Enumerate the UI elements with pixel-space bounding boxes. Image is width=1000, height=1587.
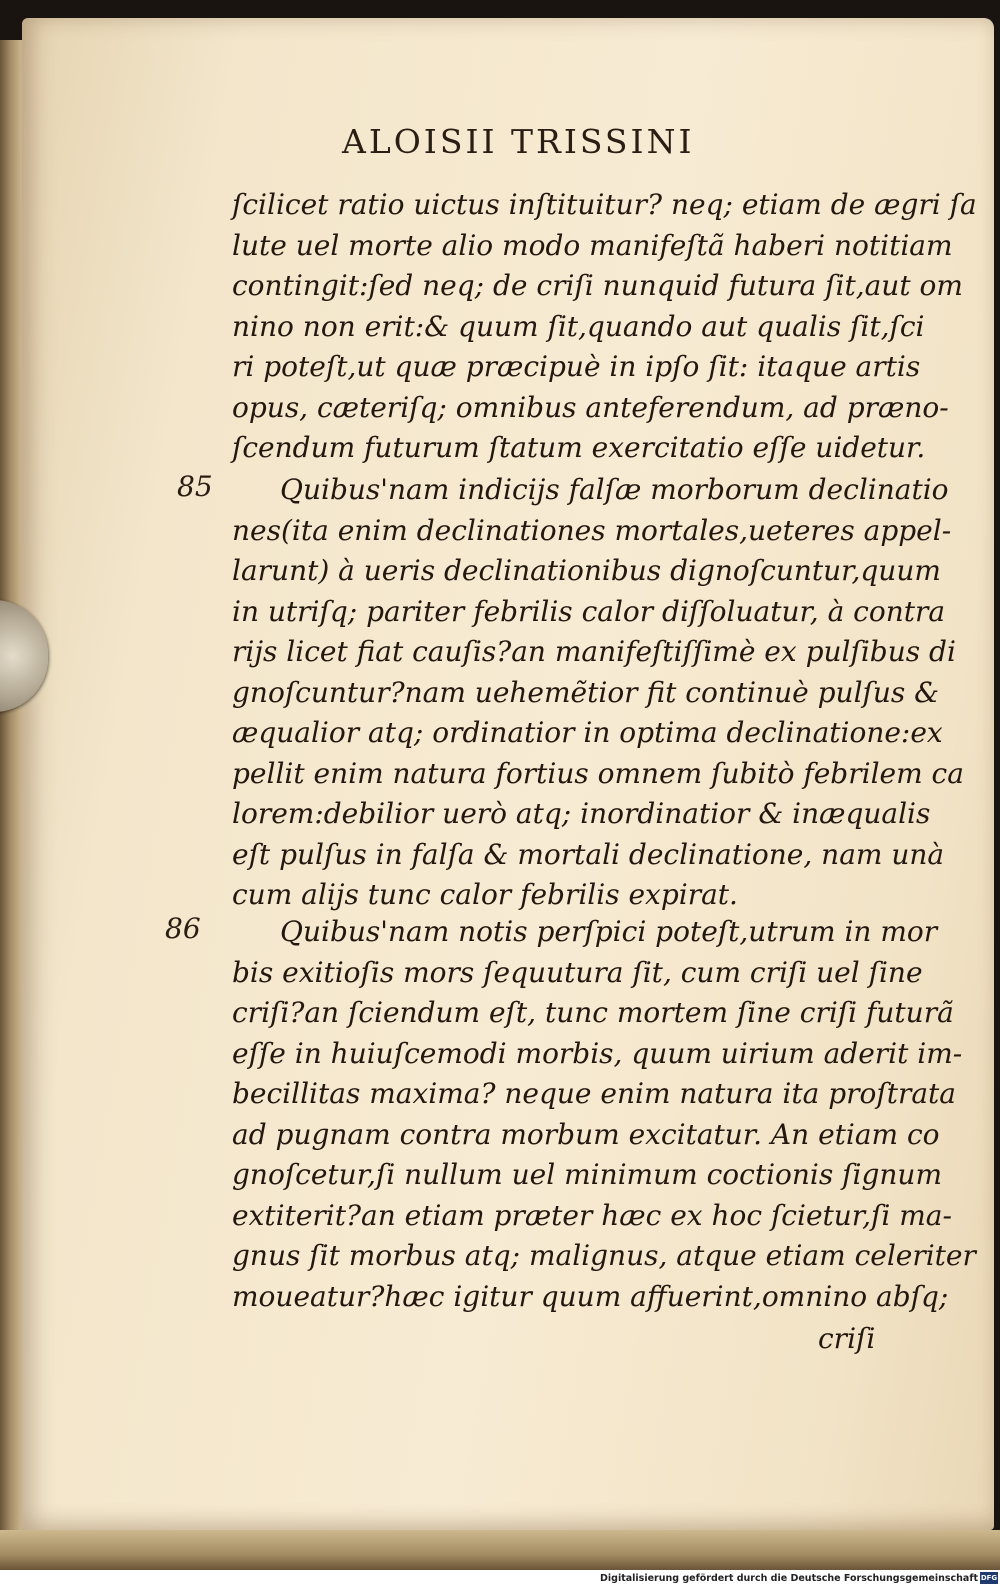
text-line: moueatur?hæc igitur quum affuerint,omnino abſq; (232, 1279, 949, 1313)
text-line: ri poteſt,ut quæ præcipuè in ipſo ſit: itaque artis (232, 350, 921, 383)
text-line: æqualior atq; ordinatior in optima declinatione:ex (232, 716, 943, 749)
text-line: contingit:ſed neq; de criſi nunquid futura ſit,aut om (232, 269, 963, 302)
text-line: rijs licet fiat cauſis?an manifeſtiſſimè ex pulſibus di (232, 635, 956, 668)
text-line: in utriſq; pariter febrilis calor diſſoluatur, à contra (232, 594, 946, 628)
paragraph (232, 185, 977, 469)
text-line: ſcilicet ratio uictus inſtituitur? neq; etiam de ægri ſa (232, 188, 977, 221)
text-line: larunt) à ueris declinationibus dignoſcuntur,quum (232, 554, 941, 587)
text-line: eſſe in huiuſcemodi morbis, quum uirium aderit im- (232, 1036, 963, 1070)
text-line: eſt pulſus in falſa & mortali declinatione, nam unà (232, 837, 945, 871)
text-line: becillitas maxima? neque enim natura ita proſtrata (232, 1077, 956, 1110)
text-line: lorem:debilior uerò atq; inordinatior & inæqualis (232, 797, 931, 830)
text-line: ſcendum futurum ſtatum exercitatio eſſe uidetur. (232, 431, 926, 464)
text-line: gnoſcuntur?nam uehemẽtior fit continuè pulſus & (232, 675, 940, 709)
paragraph (232, 912, 976, 1317)
book-bottom-edge (0, 1530, 1000, 1570)
paragraph (232, 470, 964, 916)
text-line: opus, cæteriſq; omnibus anteferendum, ad præno- (232, 390, 949, 424)
text-line: lute uel morte alio modo manifeſtã haberi notitiam (232, 228, 953, 262)
digitization-credit: Digitalisierung gefördert durch die Deutsche Forschungsgemeinschaft (600, 1573, 978, 1584)
running-header: ALOISII TRISSINI (342, 122, 695, 161)
text-line: bis exitioſis mors ſequutura ſit, cum criſi uel ſine (232, 955, 923, 989)
text-line: nes(ita enim declinationes mortales,ueteres appel- (232, 513, 952, 547)
section-number: 85 (177, 470, 213, 503)
text-line: Quibus'nam notis perſpici poteſt,utrum in mor (280, 915, 938, 948)
text-line: cum alijs tunc calor febrilis expirat. (232, 878, 738, 911)
text-line: gnus ſit morbus atq; malignus, atque etiam celeriter (232, 1239, 976, 1272)
text-line: extiterit?an etiam præter hæc ex hoc ſcietur,ſi ma- (232, 1198, 952, 1232)
text-line: pellit enim natura fortius omnem ſubitò febrilem ca (232, 756, 964, 790)
text-line: nino non erit:& quum ſit,quando aut qualis ſit,ſci (232, 309, 925, 343)
dfg-logo: DFG (980, 1574, 998, 1582)
text-line: criſi?an ſciendum eſt, tunc mortem ſine criſi futurã (232, 996, 954, 1029)
text-line: Quibus'nam indicijs falſæ morborum declinatio (280, 473, 949, 506)
text-line: ad pugnam contra morbum excitatur. An etiam co (232, 1117, 940, 1151)
catchword: criſi (818, 1322, 876, 1355)
text-line: gnoſcetur,ſi nullum uel minimum coctionis ſignum (232, 1158, 942, 1191)
section-number: 86 (165, 912, 201, 945)
